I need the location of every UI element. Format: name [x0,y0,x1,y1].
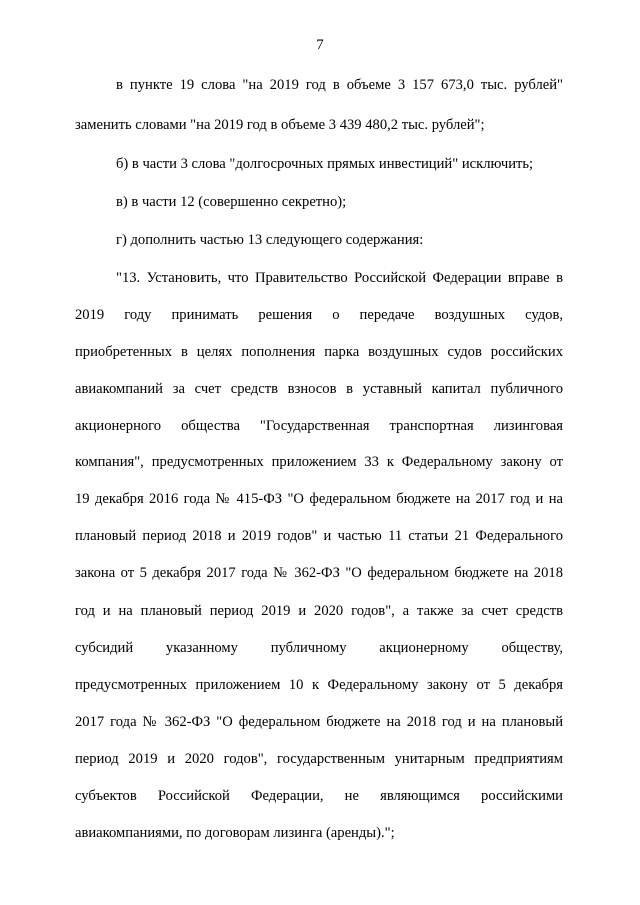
text-line: субсидий указанному публичному акционерному обществу, [75,640,563,656]
text-line: "13. Установить, что Правительство Российской Федерации вправе в [116,270,563,286]
text-line: приобретенных в целях пополнения парка воздушных судов российских [75,344,563,360]
text-line: плановый период 2018 и 2019 годов" и частью 11 статьи 21 Федерального [75,528,563,544]
text-line: авиакомпаний за счет средств взносов в уставный капитал публичного [75,381,563,397]
text-line: период 2019 и 2020 годов", государственным унитарным предприятиям [75,751,563,767]
text-line: 19 декабря 2016 года № 415-ФЗ "О федеральном бюджете на 2017 год и на [75,491,563,507]
text-line: 2017 года № 362-ФЗ "О федеральном бюджете на 2018 год и на плановый [75,714,563,730]
text-line: в) в части 12 (совершенно секретно); [116,194,347,210]
text-line: предусмотренных приложением 10 к Федеральному закону от 5 декабря [75,677,563,693]
text-line: 2019 году принимать решения о передаче воздушных судов, [75,307,563,323]
text-line: акционерного общества "Государственная транспортная лизинговая [75,418,563,434]
text-line: авиакомпаниями, по договорам лизинга (аренды)."; [75,825,395,841]
text-line: год и на плановый период 2019 и 2020 годов", а также за счет средств [75,603,563,619]
text-line: заменить словами "на 2019 год в объеме 3 439 480,2 тыс. рублей"; [75,117,485,133]
page-number: 7 [316,37,324,53]
text-line: б) в части 3 слова "долгосрочных прямых инвестиций" исключить; [116,156,534,172]
text-line: г) дополнить частью 13 следующего содержания: [116,232,424,248]
text-line: субъектов Российской Федерации, не являющимся российскими [75,788,563,804]
text-line: закона от 5 декабря 2017 года № 362-ФЗ "О федеральном бюджете на 2018 [75,565,563,581]
text-line: в пункте 19 слова "на 2019 год в объеме 3 157 673,0 тыс. рублей" [116,77,563,93]
text-line: компания", предусмотренных приложением 33 к Федеральному закону от [75,454,563,470]
